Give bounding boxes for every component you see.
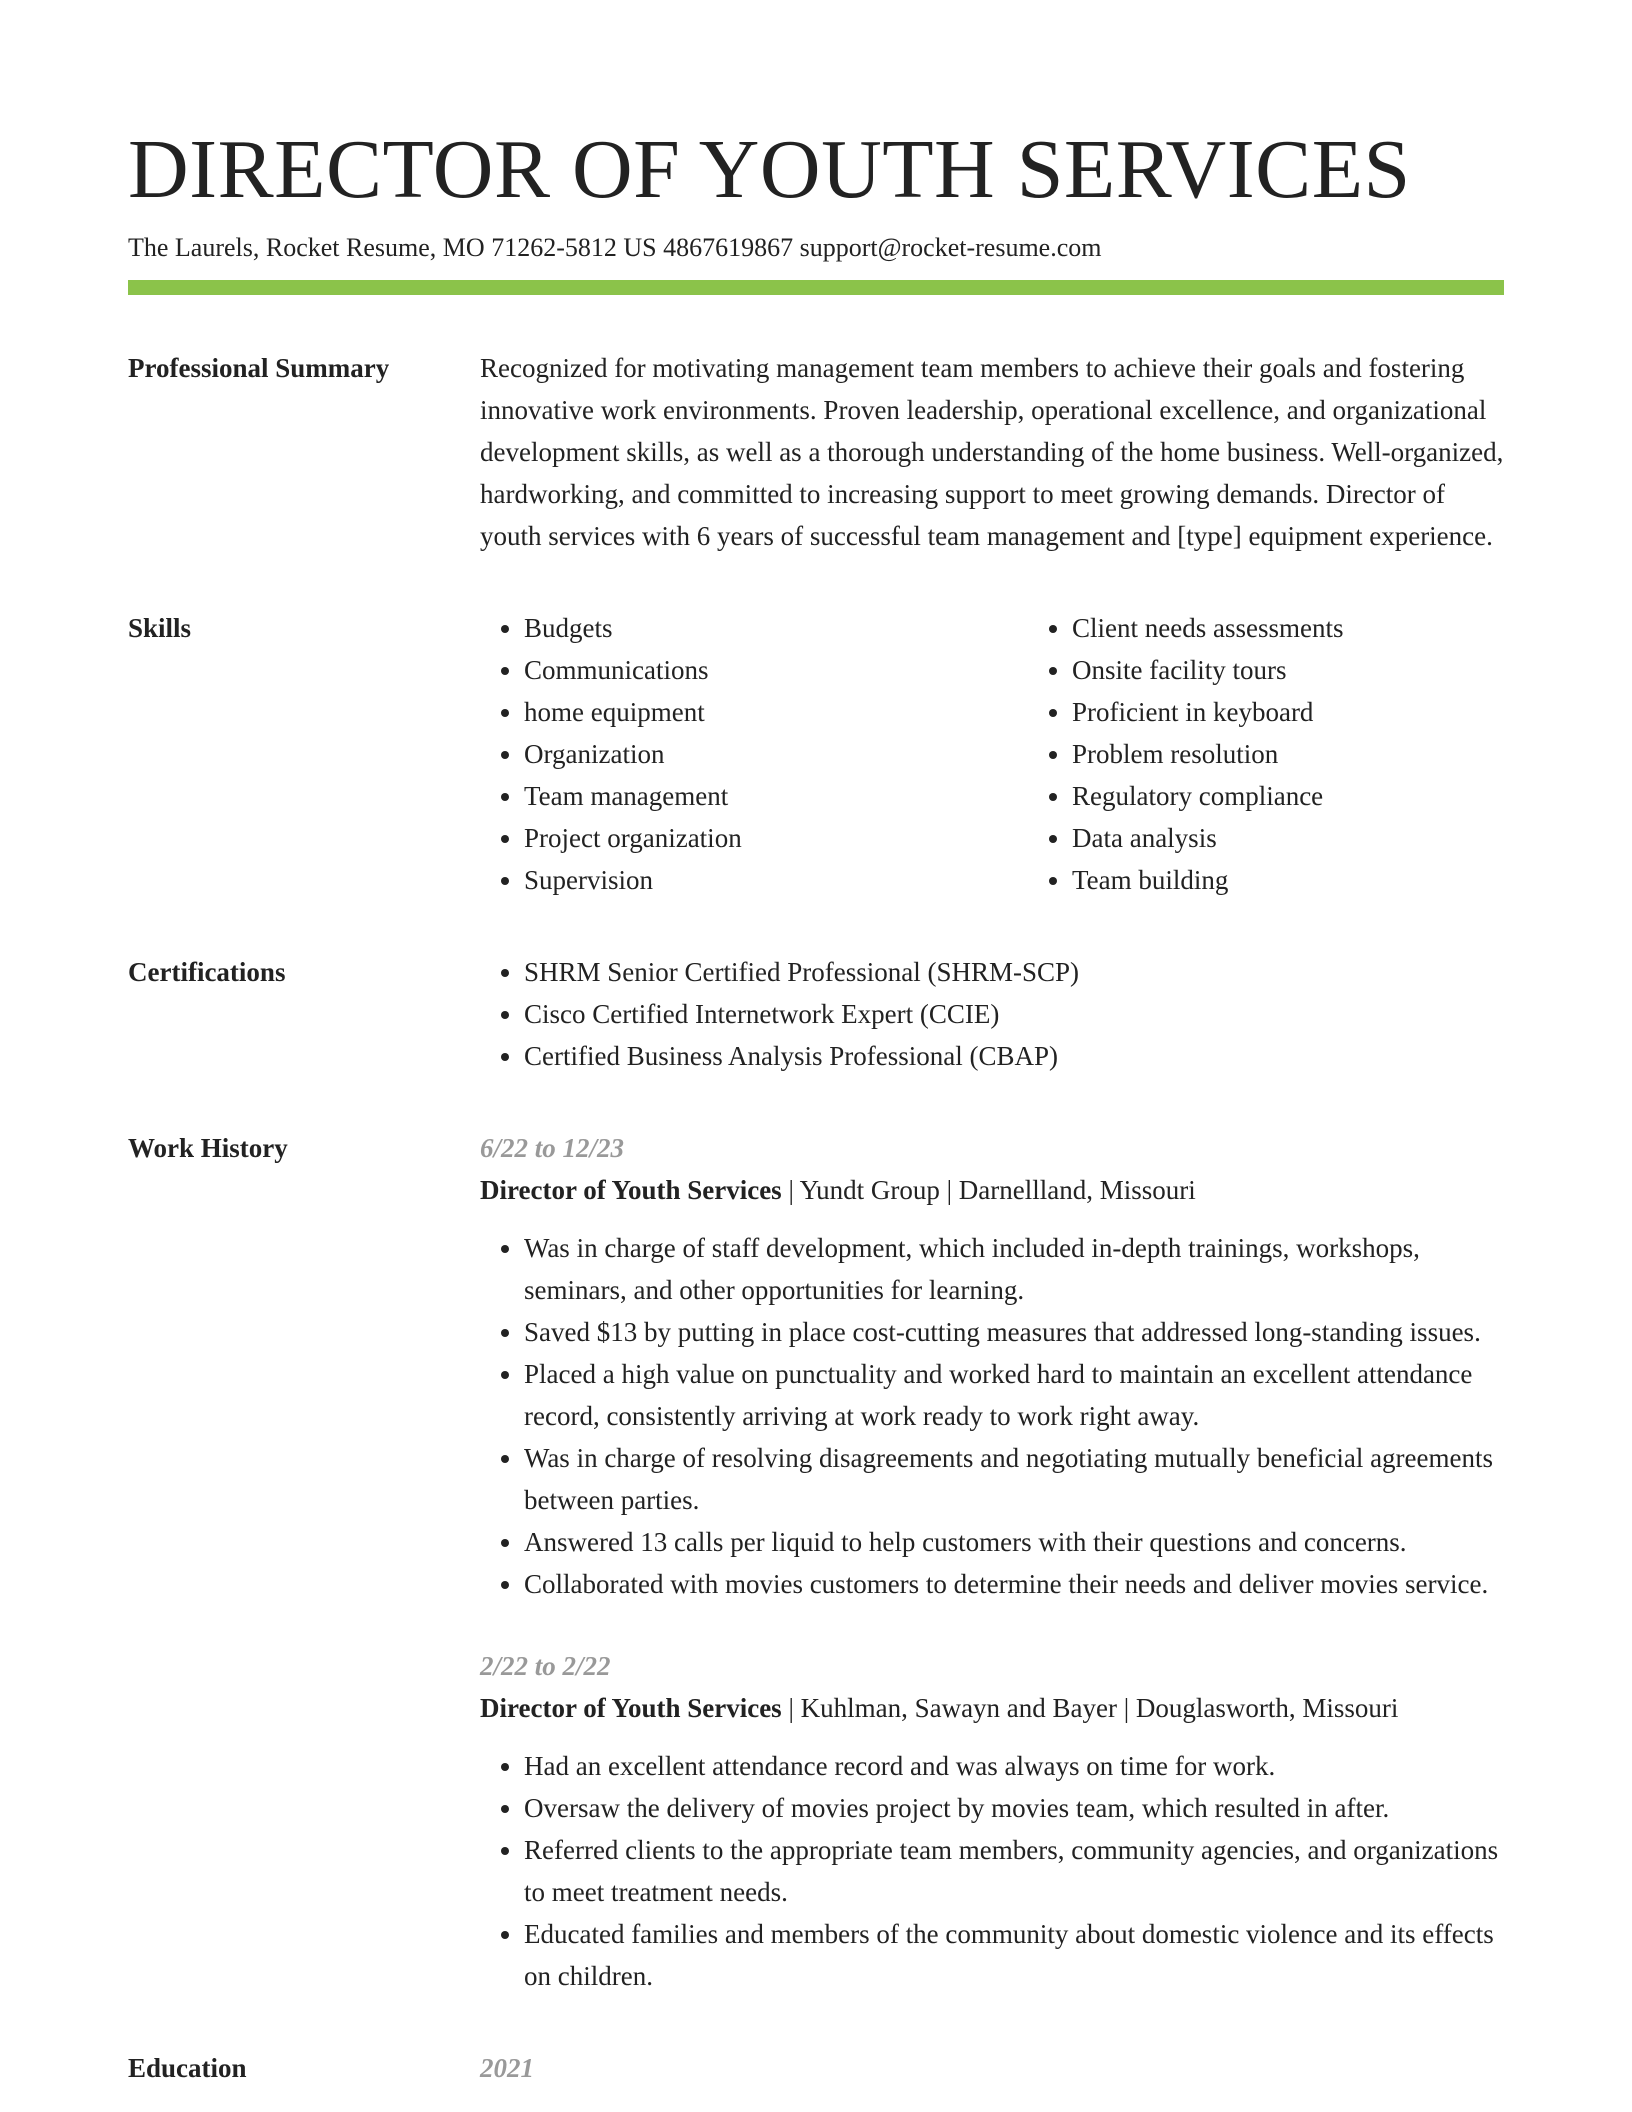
job-bullet: • Saved $13 by putting in place cost-cutting measures that addressed long-standing issues. — [524, 1311, 1504, 1353]
section-professional-summary — [128, 347, 1504, 557]
job-header — [480, 1169, 1504, 1211]
job-entry — [480, 1645, 1504, 1997]
certification-item: • SHRM Senior Certified Professional (SHRM-SCP) — [524, 951, 1504, 993]
skill-item: • Organization — [524, 733, 1028, 775]
skill-item: • Proficient in keyboard — [1072, 691, 1504, 733]
skill-item: • Team building — [1072, 859, 1504, 901]
skill-item: • Team management — [524, 775, 1028, 817]
job-bullet: • Referred clients to the appropriate team members, community agencies, and organizations to meet treatment needs. — [524, 1829, 1504, 1913]
job-bullets — [480, 1745, 1504, 1997]
job-details: | Yundt Group | Darnellland, Missouri — [781, 1175, 1196, 1205]
accent-divider — [128, 280, 1504, 295]
skill-item: • Budgets — [524, 607, 1028, 649]
skill-item: • Problem resolution — [1072, 733, 1504, 775]
job-bullet: • Was in charge of resolving disagreements and negotiating mutually beneficial agreements between parties. — [524, 1437, 1504, 1521]
skill-item: • Data analysis — [1072, 817, 1504, 859]
job-title: Director of Youth Services — [480, 1693, 782, 1723]
section-title-certifications: Certifications — [128, 957, 286, 987]
job-bullet: • Had an excellent attendance record and was always on time for work. — [524, 1745, 1504, 1787]
education-body — [480, 2047, 1504, 2089]
certification-item: • Certified Business Analysis Professional (CBAP) — [524, 1035, 1504, 1077]
skill-item: • Onsite facility tours — [1072, 649, 1504, 691]
skill-item: • Project organization — [524, 817, 1028, 859]
skills-list-left — [480, 607, 1028, 901]
skills-body — [480, 607, 1504, 901]
job-bullet: • Educated families and members of the community about domestic violence and its effects on children. — [524, 1913, 1504, 1997]
resume-page — [128, 120, 1504, 2089]
contact-line: The Laurels, Rocket Resume, MO 71262-5812 US 4867619867 support@rocket-resume.com — [128, 233, 1102, 262]
skill-item: • Supervision — [524, 859, 1028, 901]
job-dates: 6/22 to 12/23 — [480, 1133, 625, 1163]
section-education — [128, 2047, 1504, 2089]
section-title-education: Education — [128, 2053, 247, 2083]
summary-body — [480, 347, 1504, 557]
certifications-list — [480, 951, 1504, 1077]
job-bullet: • Was in charge of staff development, which included in-depth trainings, workshops, seminars, and other opportunities for learning. — [524, 1227, 1504, 1311]
certifications-body — [480, 951, 1504, 1077]
skill-item: • Client needs assessments — [1072, 607, 1504, 649]
job-title: Director of Youth Services — [480, 1175, 782, 1205]
resume-name-heading: DIRECTOR OF YOUTH SERVICES — [128, 123, 1411, 216]
skills-list-right — [1028, 607, 1504, 901]
job-dates: 2/22 to 2/22 — [480, 1651, 611, 1681]
work-history-body — [480, 1127, 1504, 1997]
job-bullets — [480, 1227, 1504, 1605]
job-bullet: • Oversaw the delivery of movies project by movies team, which resulted in after. — [524, 1787, 1504, 1829]
certification-item: • Cisco Certified Internetwork Expert (CCIE) — [524, 993, 1504, 1035]
education-date: 2021 — [480, 2053, 534, 2083]
job-bullet: • Collaborated with movies customers to determine their needs and deliver movies service. — [524, 1563, 1504, 1605]
job-entry — [480, 1127, 1504, 1605]
summary-text: Recognized for motivating management team members to achieve their goals and fostering innovative work environments. Proven leadership, operational excellence, and organizational development skills, as well as a thorough understanding of the home business. Well-organized, hardworking, and committed to increasing support to meet growing demands. Director of youth services with 6 years of successful team management and [type] equipment experience. — [480, 353, 1504, 551]
skill-item: • Regulatory compliance — [1072, 775, 1504, 817]
skill-item: • home equipment — [524, 691, 1028, 733]
job-bullet: • Placed a high value on punctuality and worked hard to maintain an excellent attendance record, consistently arriving at work ready to work right away. — [524, 1353, 1504, 1437]
section-title-summary: Professional Summary — [128, 353, 390, 383]
section-certifications — [128, 951, 1504, 1077]
section-title-work-history: Work History — [128, 1133, 288, 1163]
section-skills — [128, 607, 1504, 901]
section-title-skills: Skills — [128, 613, 192, 643]
job-header — [480, 1687, 1504, 1729]
skill-item: • Communications — [524, 649, 1028, 691]
job-details: | Kuhlman, Sawayn and Bayer | Douglasworth, Missouri — [781, 1693, 1399, 1723]
job-bullet: • Answered 13 calls per liquid to help customers with their questions and concerns. — [524, 1521, 1504, 1563]
section-work-history — [128, 1127, 1504, 1997]
